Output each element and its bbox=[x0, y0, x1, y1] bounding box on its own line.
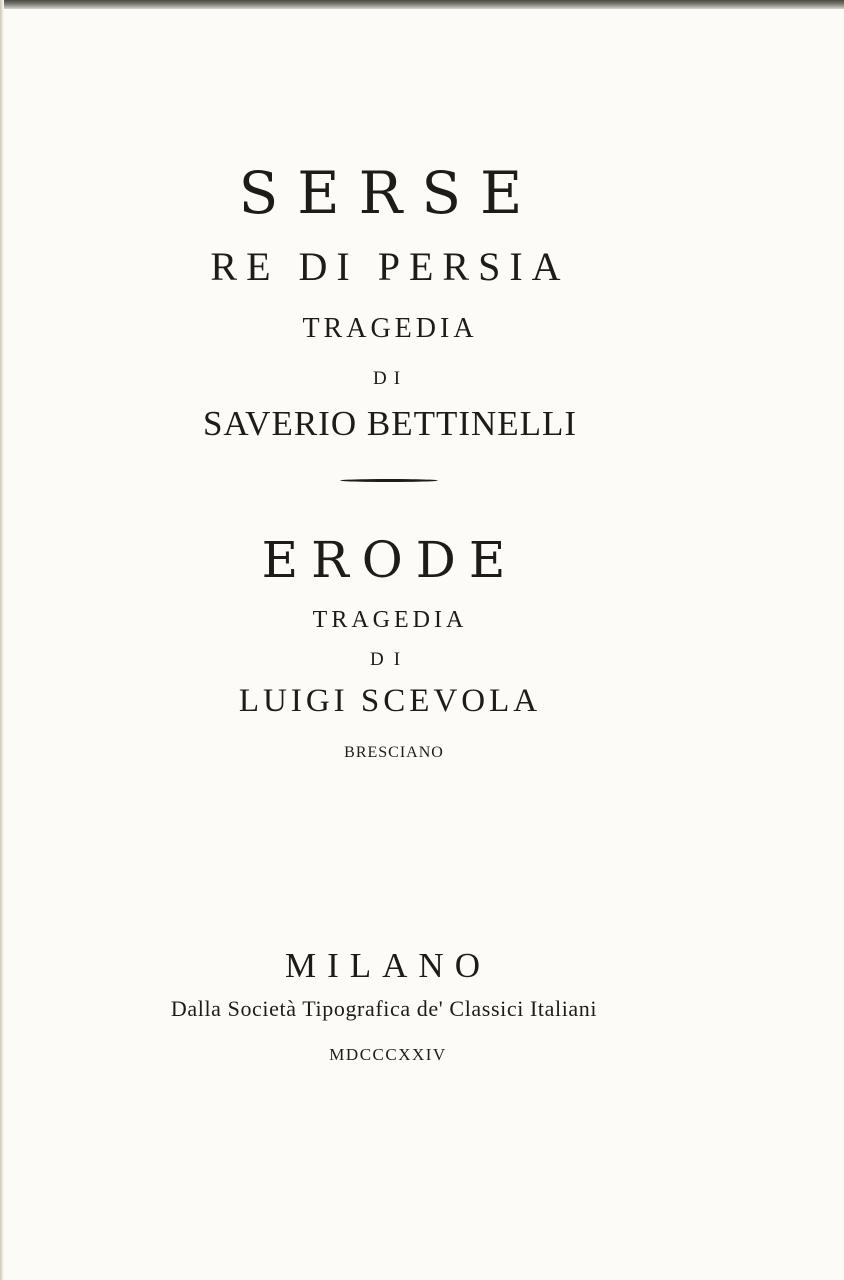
work-1-author: SAVERIO BETTINELLI bbox=[202, 404, 578, 443]
work-2-author-note: BRESCIANO bbox=[344, 744, 444, 761]
work-2-by: DI bbox=[369, 649, 411, 670]
work-2-genre: TRAGEDIA bbox=[312, 607, 468, 633]
imprint-city: MILANO bbox=[285, 946, 491, 985]
work-1-title: SERSE bbox=[238, 159, 542, 227]
divider-rule bbox=[340, 479, 438, 482]
imprint-publisher: Dalla Società Tipografica de' Classici Italiani bbox=[170, 996, 598, 1021]
work-1-subtitle: RE DI PERSIA bbox=[210, 244, 570, 289]
work-1-genre: TRAGEDIA bbox=[302, 313, 478, 344]
work-2-title: ERODE bbox=[261, 531, 519, 589]
work-1-by: DI bbox=[372, 368, 408, 389]
imprint-year: MDCCCXXIV bbox=[329, 1045, 447, 1064]
page-top-edge bbox=[0, 0, 844, 9]
work-2-author: LUIGI SCEVOLA bbox=[238, 683, 542, 719]
